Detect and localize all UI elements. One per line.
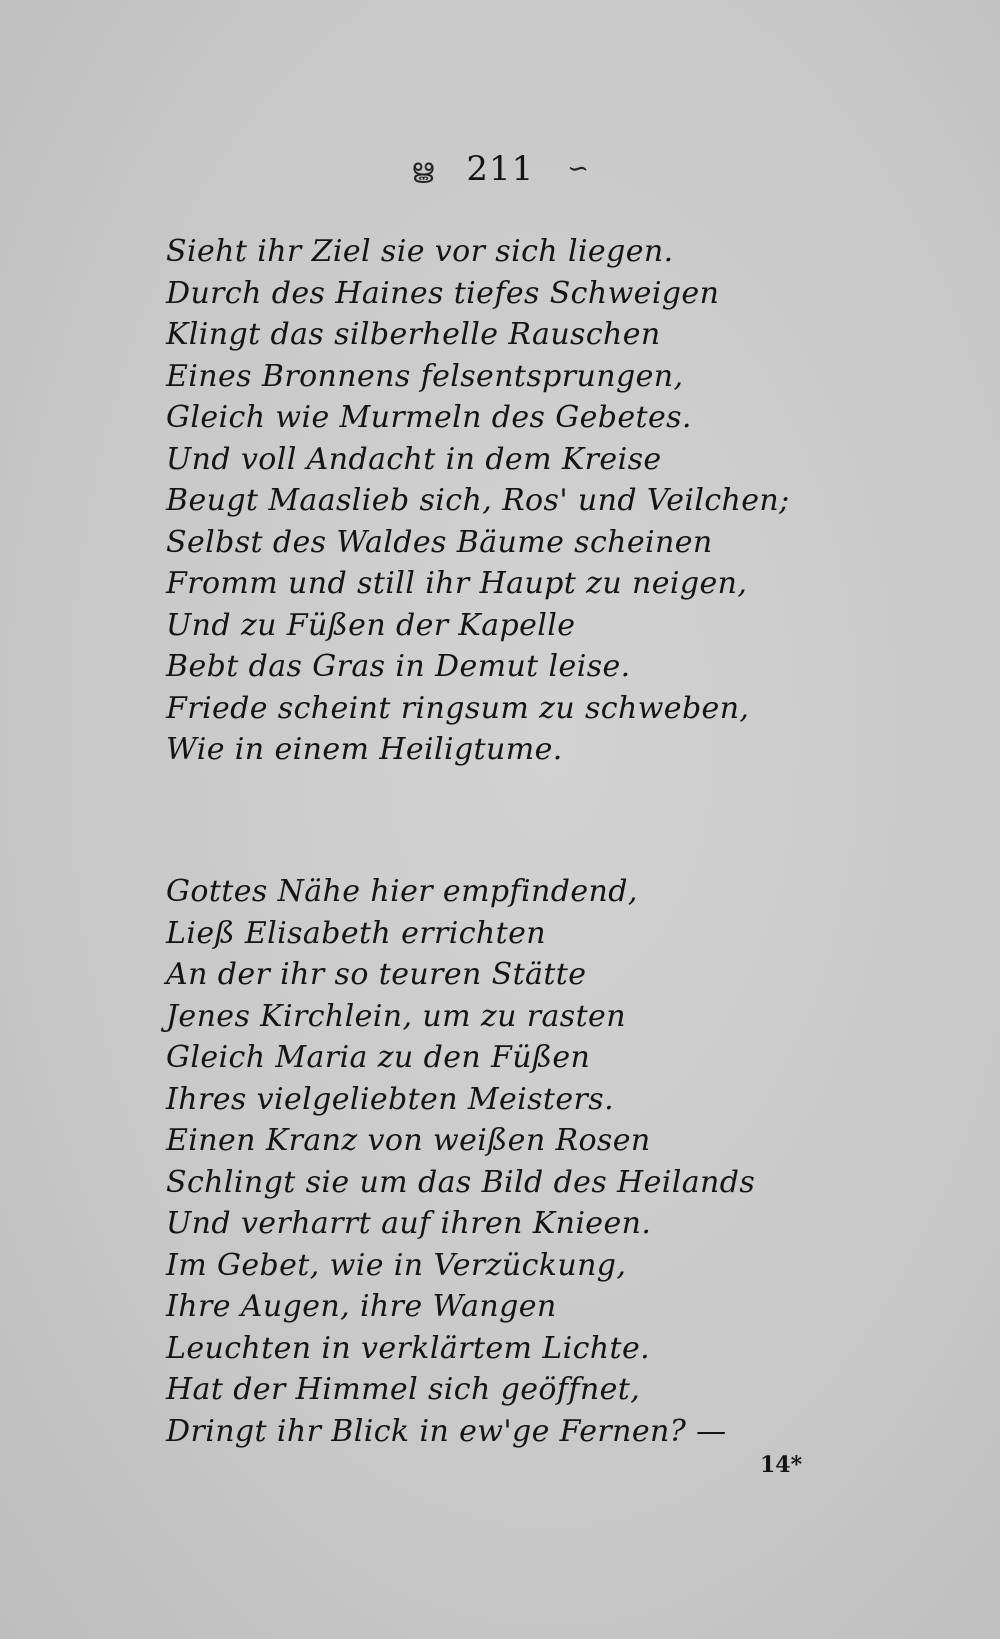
verse-line: An der ihr so teuren Stätte [166,957,587,992]
verse-line: Ließ Elisabeth errichten [166,915,546,951]
verse-line: Eines Bronnens felsentsprungen, [166,358,684,394]
verse-line: Hat der Himmel sich geöffnet, [166,1372,641,1407]
verse-line: Und zu Füßen der Kapelle [166,607,576,643]
verse-line: Schlingt sie um das Bild des Heilands [166,1164,756,1200]
verse-line: Selbst des Waldes Bäume scheinen [166,524,713,560]
verse-line: Im Gebet, wie in Verzückung, [166,1247,627,1283]
stanza-2 [166,871,755,1452]
verse-line: Durch des Haines tiefes Schweigen [166,275,720,311]
verse-line: Gleich wie Murmeln des Gebetes. [166,400,692,435]
verse-line: Gleich Maria zu den Füßen [166,1040,591,1075]
verse-line: Beugt Maaslieb sich, Ros' und Veilchen; [166,483,790,518]
verse-line: Ihres vielgeliebten Meisters. [166,1081,615,1117]
verse-line: Klingt das silberhelle Rauschen [166,317,661,352]
ornament-right-icon: ∽ [567,154,589,184]
verse-line: Und voll Andacht in dem Kreise [166,441,662,477]
verse-line: Und verharrt auf ihren Knieen. [166,1206,652,1241]
verse-line: Sieht ihr Ziel sie vor sich liegen. [166,234,674,269]
ornament-left-icon: ൠ [411,154,434,184]
verse-line: Friede scheint ringsum zu schweben, [166,690,750,726]
verse-line: Dringt ihr Blick in ew'ge Fernen? — [166,1413,727,1449]
page-number: 211 [466,149,535,189]
sheet-signature: 14* [760,1452,803,1478]
verse-line: Einen Kranz von weißen Rosen [166,1123,651,1158]
verse-line: Ihre Augen, ihre Wangen [166,1289,557,1324]
verse-line: Fromm und still ihr Haupt zu neigen, [166,566,748,601]
stanza-1 [166,231,790,771]
verse-line: Bebt das Gras in Demut leise. [166,649,631,684]
verse-line: Gottes Nähe hier empfindend, [166,874,638,909]
verse-line: Jenes Kirchlein, um zu rasten [166,998,626,1034]
verse-line: Wie in einem Heiligtume. [166,732,563,767]
page-header [0,145,1000,191]
verse-line: Leuchten in verklärtem Lichte. [166,1330,651,1366]
